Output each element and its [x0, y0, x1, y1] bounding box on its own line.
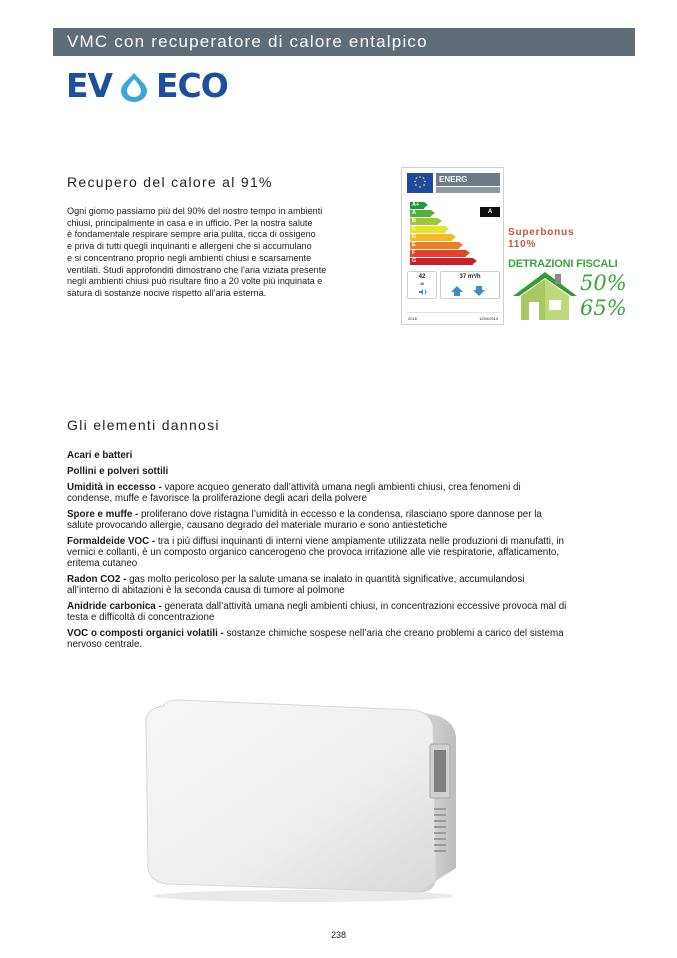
hazard-description: vapore acqueo generato dall’attività umana negli ambienti chiusi, crea fenomeni di condense, muffe e favorisce la proliferazione degli acari della polvere: [67, 482, 521, 504]
hazard-term: Acari e batteri: [67, 450, 133, 461]
intro-paragraph: Ogni giorno passiamo più del 90% del nostro tempo in ambienti chiusi, principalmente in casa e in ufficio. Per la nostra salute è fondamentale respirare sempre aria pulita, ricca di ossigeno e priva di tutti quegli inquinanti e allergeni che si accumulano e si concentrano proprio negli ambienti chiusi e scarsamente ventilati. Studi approfonditi dimostrano che l’aria viziata presente negli ambienti chiusi può risultare fino a 20 volte più inquinata e satura di sostanze nocive rispetto all’aria esterna.: [67, 206, 327, 298]
energy-class-bar: C: [410, 226, 445, 233]
energy-label: [401, 167, 504, 325]
energy-rating-arrow: A: [480, 207, 500, 217]
airflow-box: [440, 271, 500, 299]
hazard-term: Anidride carbonica -: [67, 601, 165, 612]
house-icon: [511, 270, 579, 322]
energy-class-bar: F: [410, 250, 466, 257]
energy-label-title: ENERG: [436, 173, 500, 186]
vmc-unit-image: [138, 696, 468, 906]
logo-text-left: EV: [66, 66, 113, 105]
hazard-term: Spore e muffe -: [67, 509, 142, 520]
hazard-list-item: [67, 574, 567, 596]
hazard-list-item: [67, 628, 567, 650]
energy-class-bar: B: [410, 218, 438, 225]
page-number: 238: [330, 930, 347, 940]
hazard-list-item: [67, 536, 567, 569]
detraction-50-percent: 50%: [580, 271, 627, 295]
energy-class-bar: G: [410, 258, 473, 265]
hazard-list-item: [67, 482, 567, 504]
hazard-term: Radon CO2 -: [67, 574, 130, 585]
header-bar: [53, 28, 635, 56]
hazard-description: generata dall’attività umana negli ambienti chiusi, in concentrazioni eccessive provoca mal di testa e difficoltà di concentrazione: [67, 601, 567, 623]
hazard-term: Formaldeide VOC -: [67, 536, 158, 547]
speaker-icon: [418, 288, 428, 296]
hazard-list-item: [67, 601, 567, 623]
noise-unit: dB: [419, 282, 425, 286]
energy-label-regulation: 1254/2014: [479, 316, 498, 321]
page-title: VMC con recuperatore di calore entalpico: [67, 32, 428, 51]
hazard-term: Umidità in eccesso -: [67, 482, 165, 493]
detraction-65-percent: 65%: [580, 296, 627, 320]
noise-value: 42: [418, 274, 426, 280]
energy-label-year: 2016: [408, 316, 417, 321]
hazard-description: gas molto pericoloso per la salute umana se inalato in quantità significative, accumulandosi all’interno di abitazioni è la seconda causa di tumore al polmone: [67, 574, 525, 596]
logo-text-right: ECO: [156, 66, 228, 105]
section-title-elementi-dannosi: Gli elementi dannosi: [67, 417, 220, 433]
energy-class-bar: A+: [410, 202, 424, 209]
energy-label-divider: [407, 312, 500, 313]
noise-box: [407, 271, 437, 299]
logo-drop-icon: [117, 71, 153, 103]
hazard-description: tra i più diffusi inquinanti di interni viene ampiamente utilizzata nelle produzioni di manufatti, in vernici e collanti, è un composto organico cancerogeno che provoca irritazione alle vie respiratorie, affaticamento, eritema cutaneo: [67, 536, 565, 569]
hazard-list-item: [67, 450, 567, 461]
superbonus-label: Superbonus 110%: [508, 227, 575, 250]
eu-flag-icon: [407, 173, 433, 193]
evoeco-logo: [66, 66, 228, 106]
hazard-list-item: [67, 509, 567, 531]
hazard-description: sostanze chimiche sospese nell’aria che creano problemi a carico del sistema nervoso centrale.: [67, 628, 564, 650]
section-title-recupero: Recupero del calore al 91%: [67, 174, 273, 190]
hazard-list-item: [67, 466, 567, 477]
energy-class-bar: D: [410, 234, 452, 241]
hazard-term: Pollini e polveri sottili: [67, 466, 169, 477]
energy-class-bar: A: [410, 210, 431, 217]
hazard-list: [67, 450, 567, 655]
detrazioni-fiscali-label: DETRAZIONI FISCALI: [508, 258, 618, 270]
hazard-description: proliferano dove ristagna l’umidità in eccesso e la condensa, rilasciano spore dannose per la salute provocando allergie, causano degrado del materiale murario e sono antiestetiche: [67, 509, 542, 531]
airflow-arrows-icon: [451, 285, 491, 297]
hazard-term: VOC o composti organici volatili -: [67, 628, 227, 639]
energy-class-bar: E: [410, 242, 459, 249]
energy-label-subbar: [436, 187, 500, 193]
airflow-value: 37 m³/h: [459, 274, 481, 280]
